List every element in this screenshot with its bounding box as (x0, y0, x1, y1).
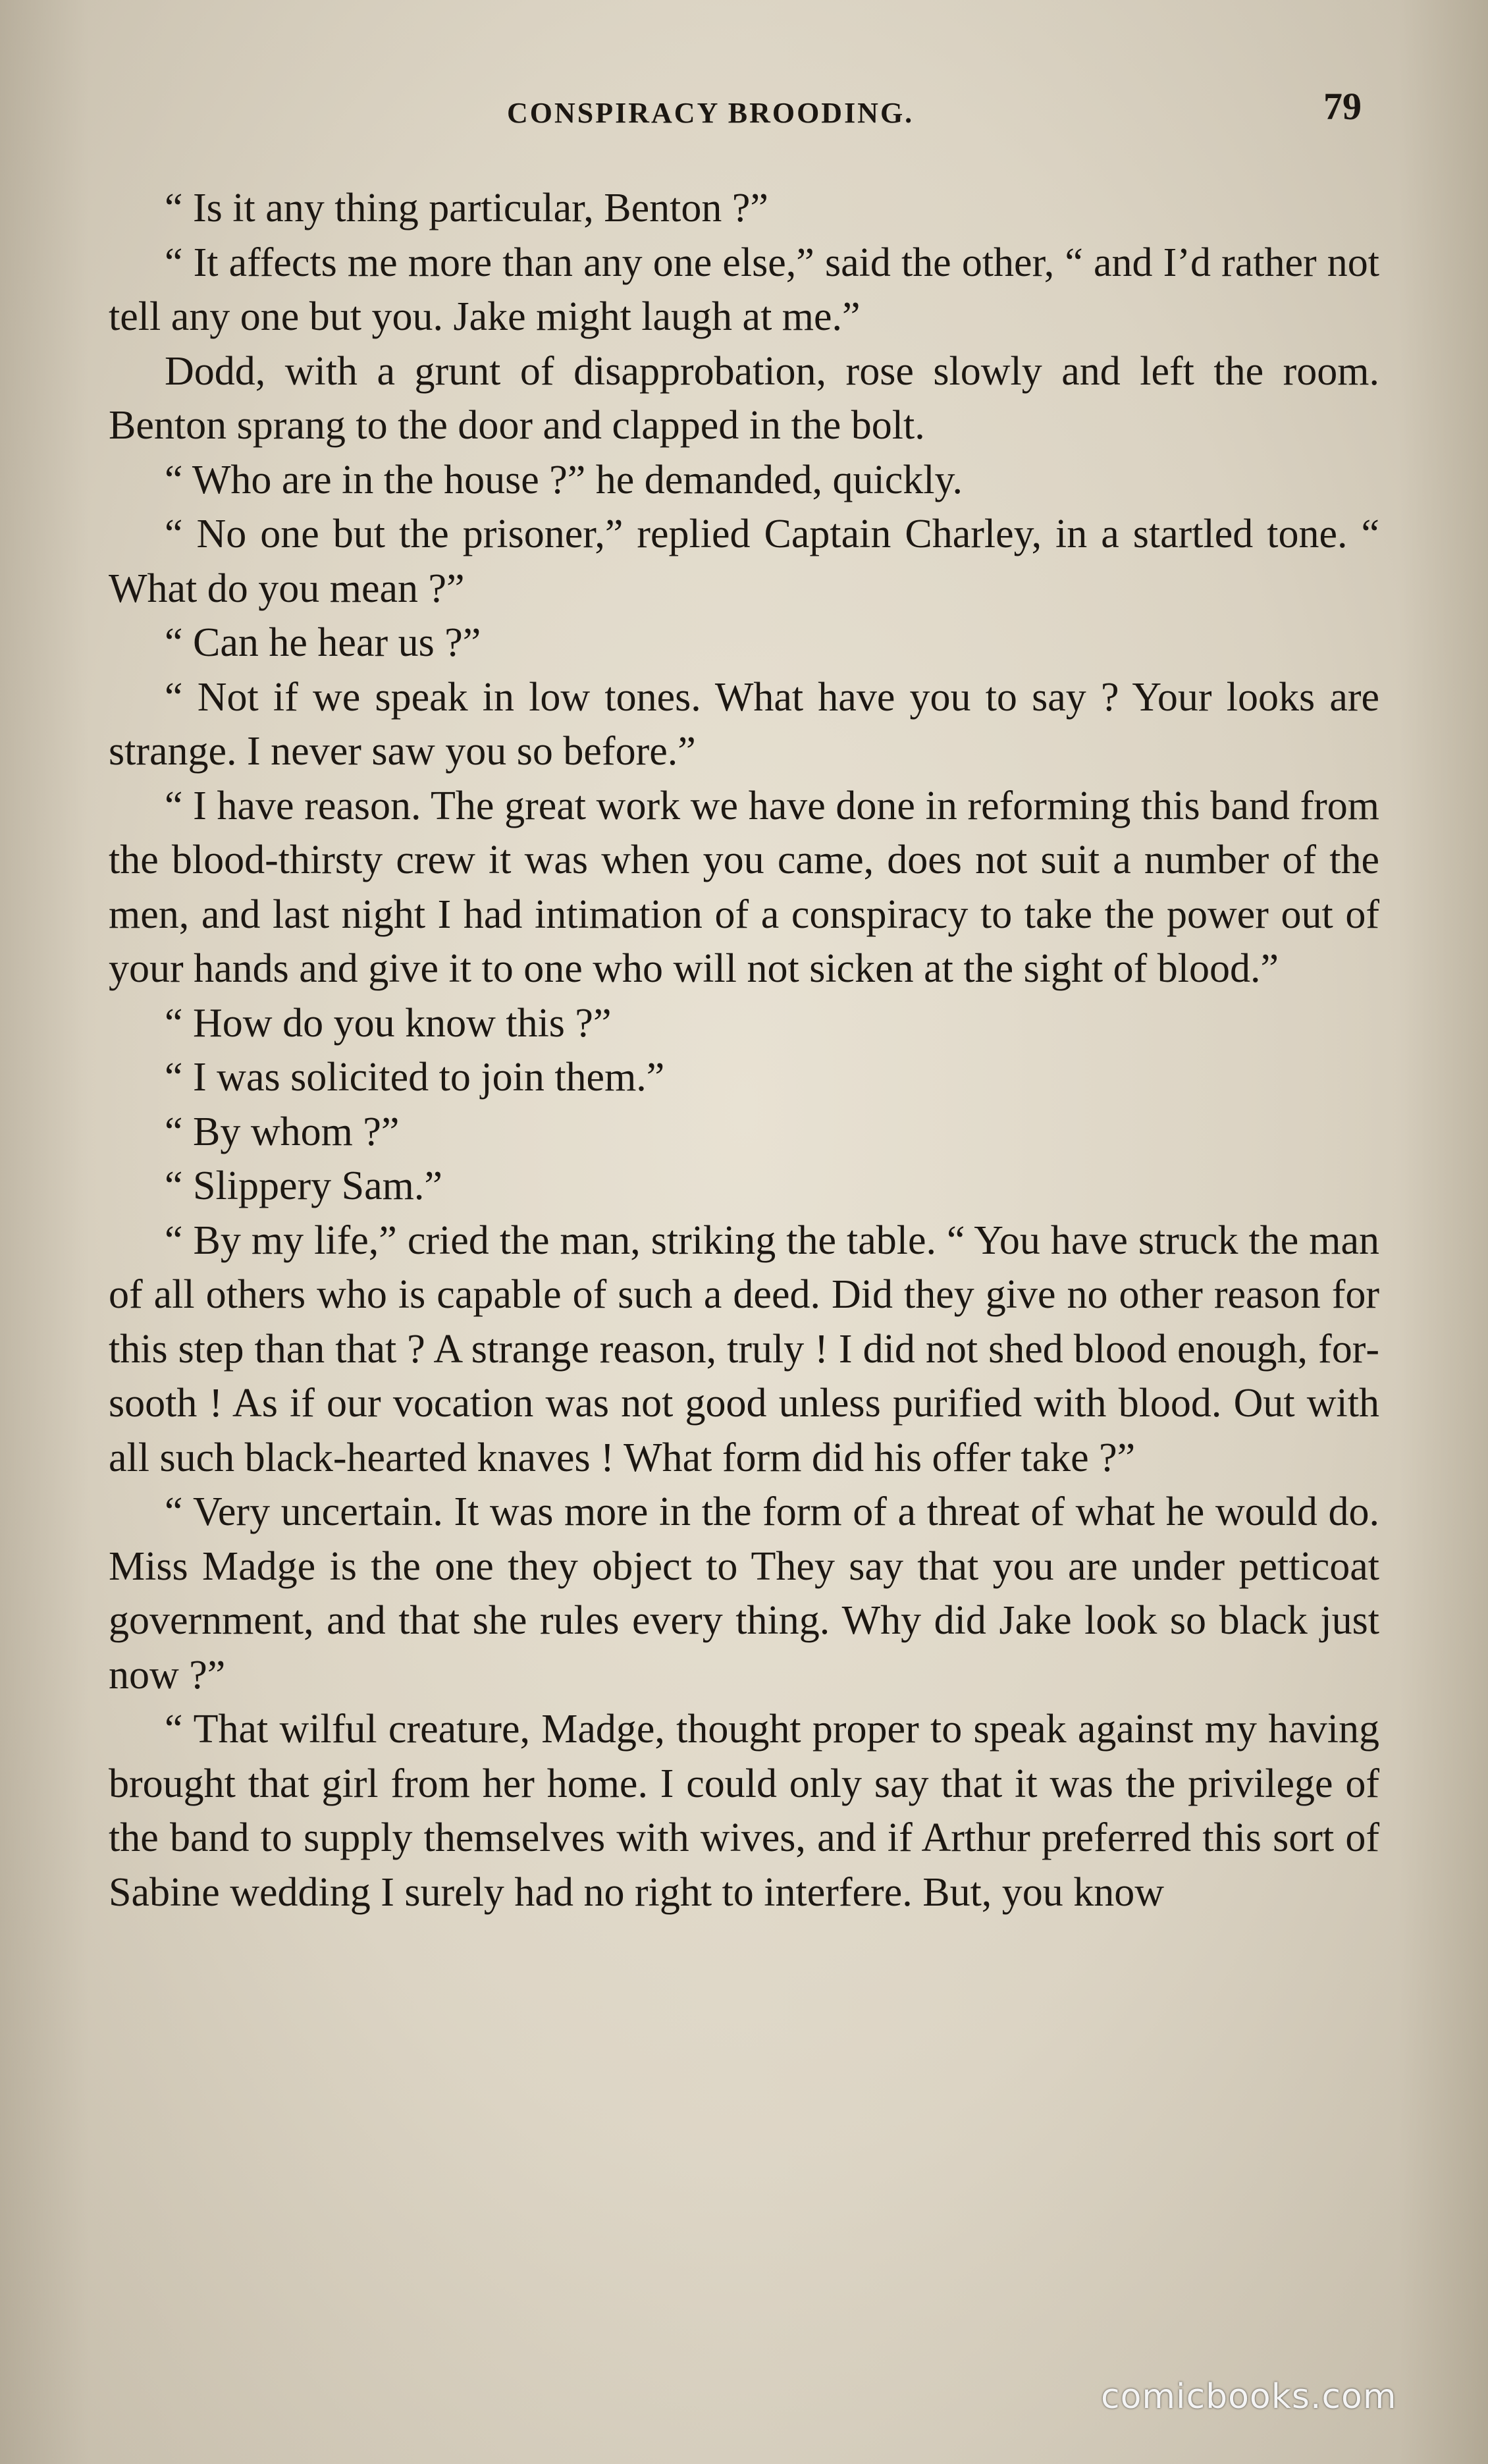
paragraph: “ It affects me more than any one else,” said the other, “ and I’d rather not tell any one but you. Jake might laugh at me.” (109, 240, 1379, 339)
paragraph: “ Not if we speak in low tones. What have you to say ? Your looks are strange. I never saw you so before.” (109, 674, 1379, 774)
watermark: comicbooks.com (1101, 2377, 1397, 2417)
paragraph: “ No one but the prisoner,” replied Captain Charley, in a startled tone. “ What do you mean ?” (109, 512, 1379, 611)
paragraph: “ I was solicited to join them.” (165, 1055, 665, 1100)
paragraph: “ How do you know this ?” (165, 1000, 612, 1046)
paragraph: “ Who are in the house ?” he demanded, quickly. (165, 457, 963, 502)
paragraph: “ By whom ?” (165, 1109, 400, 1154)
body-text (109, 181, 1379, 1919)
paragraph: “ Very uncertain. It was more in the form of a threat of what he would do. Miss Madge is the one they object to They say that you are under petticoat government, and that she rules every thing. Why did Jake look so black just now ?” (109, 1489, 1379, 1698)
running-head (0, 84, 1488, 144)
paragraph: “ That wilful creature, Madge, thought proper to speak against my having brought that girl from her home. I could only say that it was the privilege of the band to supply themselves with wives, and if Arthur preferred this sort of Sabine wedding I surely had no right to interfere. But, you know (109, 1707, 1379, 1915)
paragraph: “ By my life,” cried the man, striking the table. “ You have struck the man of all others who is capable of such a deed. Did they give no other reason for this step than that ? A strange reason, truly ! I did not shed blood enough, forsooth ! As if our vocation was not good unless purified with blood. Out with all such black-hearted knaves ! What form did his offer take ?” (109, 1218, 1379, 1480)
paragraph: “ Can he hear us ?” (165, 620, 481, 665)
paragraph: “ I have reason. The great work we have done in reforming this band from the blood-thirsty crew it was when you came, does not suit a number of the men, and last night I had intimation of a conspiracy to take the power out of your hands and give it to one who will not sicken at the sight of blood.” (109, 783, 1379, 991)
page-number: 79 (1323, 85, 1362, 128)
running-title: CONSPIRACY BROODING. (507, 97, 915, 129)
paragraph: “ Slippery Sam.” (165, 1164, 442, 1208)
paragraph: Dodd, with a grunt of disapprobation, rose slowly and left the room. Benton sprang to the door and clapped in the bolt. (109, 348, 1379, 448)
paragraph: “ Is it any thing particular, Benton ?” (165, 186, 768, 230)
